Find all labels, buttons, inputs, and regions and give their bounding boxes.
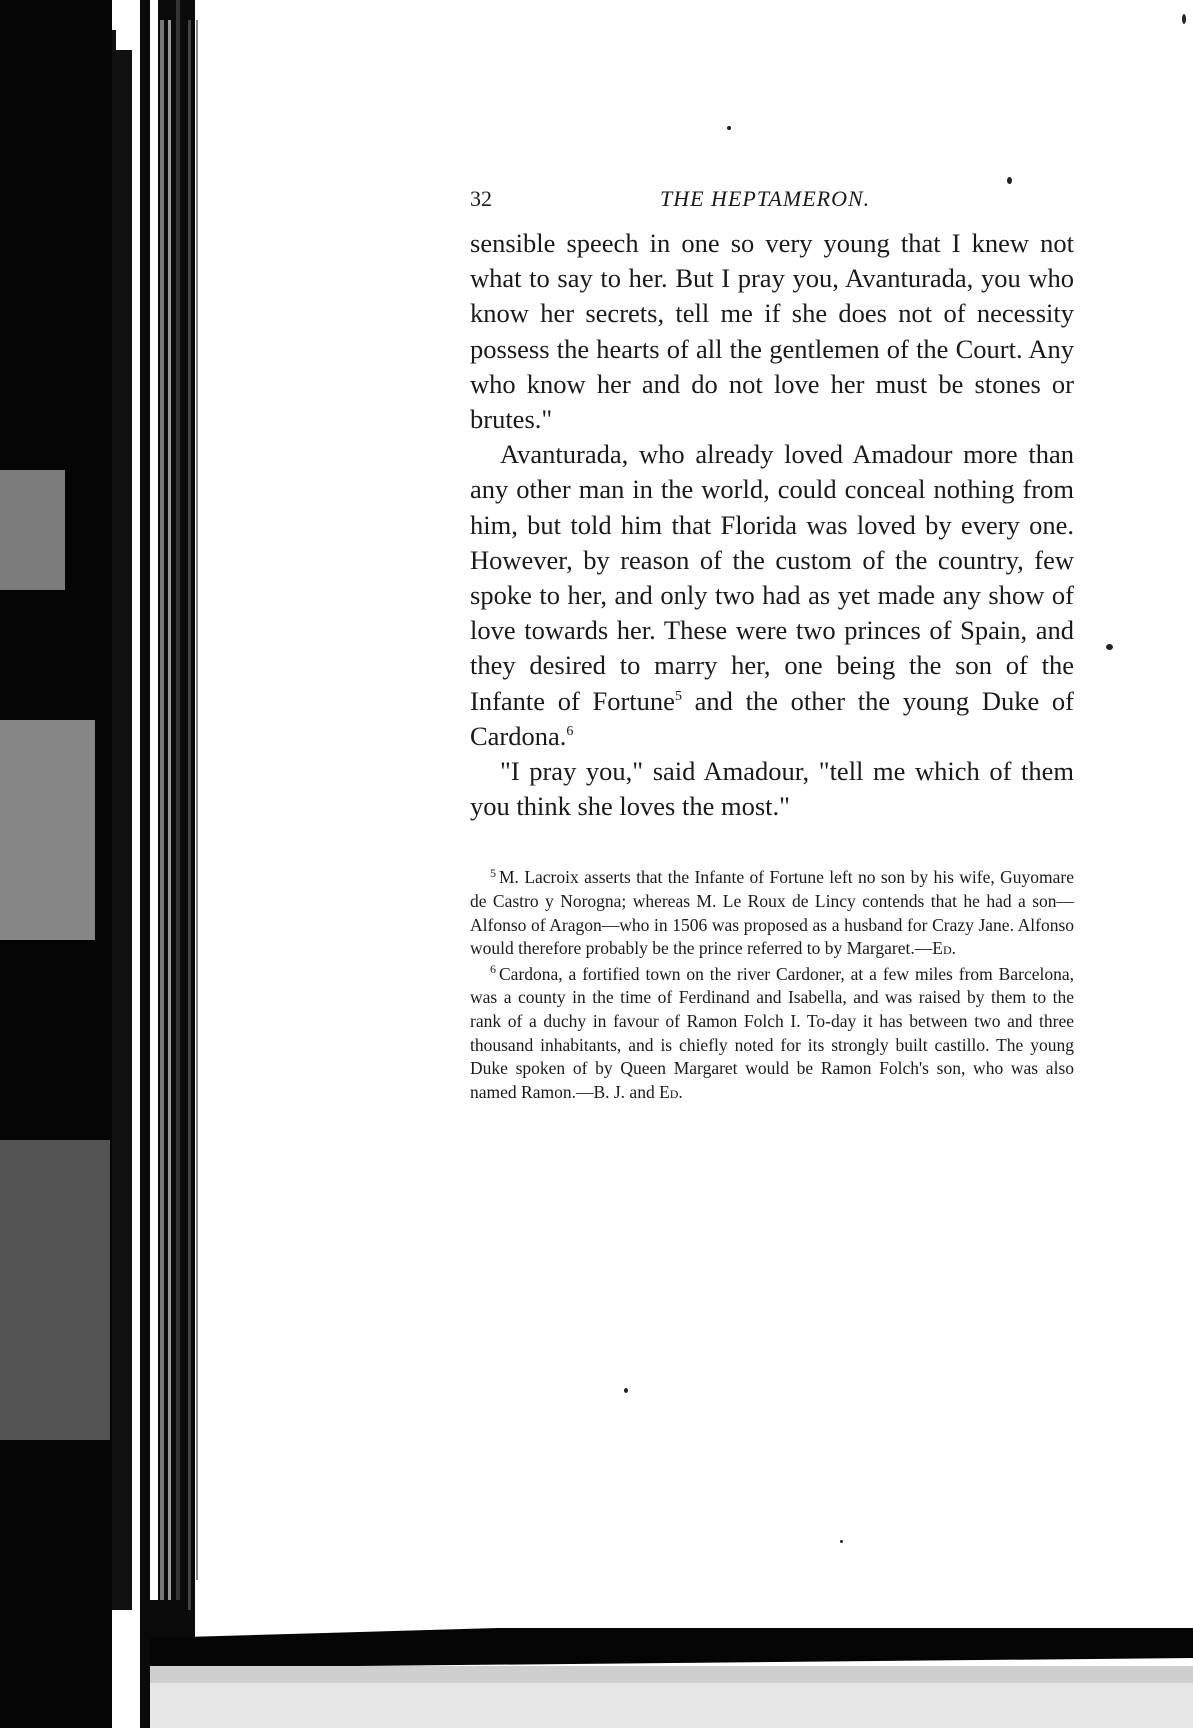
footnote (470, 963, 1074, 1105)
footnote-text: M. Lacroix asserts that the Infante of Fortune left no son by his wife, Guyomare de Castro y Norogna; whereas M. Le Roux de Lincy contends that he had a son—Alfonso of Aragon—who in 1506 was proposed as a husband for Crazy Jane. Alfonso would therefore probably be the prince referred to by Margaret.— (470, 867, 1074, 959)
paragraph: "I pray you," said Amadour, "tell me which of them you think she loves the most." (470, 756, 1074, 822)
bottom-page-edge (150, 1628, 1193, 1728)
body-text (470, 226, 1074, 824)
paragraph (470, 437, 1074, 754)
footnote-signature: Ed. (659, 1081, 683, 1102)
footnote-signature: Ed. (932, 938, 956, 959)
binding-edge-shadow (0, 0, 205, 1728)
book-page (470, 186, 1074, 1106)
running-title: THE HEPTAMERON. (660, 186, 871, 211)
paragraph-text: Avanturada, who already loved Amadour more than any other man in the world, could conceal nothing from him, but told him that Florida was loved by every one. However, by reason of the custom of the country, few spoke to her, and only two had as yet made any show of love towards her. These were two princes of Spain, and they desired to marry her, one being the son of the Infante of Fortune (470, 439, 1074, 716)
running-head (470, 186, 1074, 226)
scan-speck (624, 1388, 628, 1393)
page-number: 32 (470, 186, 492, 211)
scan-speck (1182, 14, 1186, 24)
scan-speck (840, 1540, 843, 1543)
footnote-text: Cardona, a fortified town on the river Cardoner, at a few miles from Barcelona, was a county in the time of Ferdinand and Isabella, and was raised by them to the rank of a duchy in favour of Ramon Folch I. To-day it has between two and three thousand inhabitants, and is chiefly noted for its strongly built castillo. The young Duke spoken of by Queen Margaret would be Ramon Folch's son, who was also named Ramon.—B. J. and (470, 963, 1074, 1102)
footnote-ref: 5 (674, 688, 682, 704)
paragraph-text: and the other the young Duke of Cardona. (470, 685, 1074, 751)
footnote (470, 866, 1074, 960)
scan-speck (727, 126, 731, 130)
footnote-mark: 6 (490, 962, 496, 976)
footnotes (470, 866, 1074, 1104)
footnote-mark: 5 (490, 865, 496, 880)
footnote-ref: 6 (566, 724, 574, 740)
paragraph: sensible speech in one so very young that I knew not what to say to her. But I pray you, Avanturada, you who know her secrets, tell me if she does not of necessity possess the hearts of all the gentlemen of the Court. Any who know her and do not love her must be stones or brutes." (470, 228, 1074, 435)
scan-speck (1106, 644, 1113, 650)
scan-speck (1007, 177, 1012, 184)
